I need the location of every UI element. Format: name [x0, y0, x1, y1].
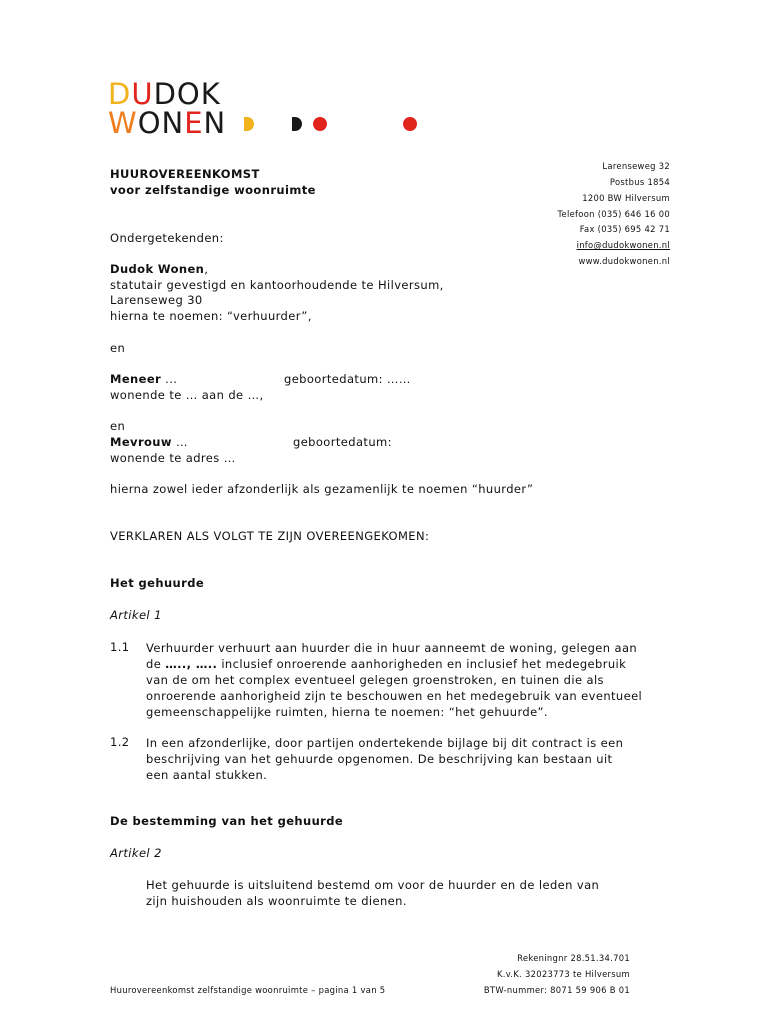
section-heading: Het gehuurde	[110, 576, 205, 590]
tenant2-title-line	[110, 435, 188, 449]
landlord-line: hierna te noemen: “verhuurder”,	[110, 309, 312, 323]
tenant2-birthdate: geboortedatum:	[293, 435, 392, 449]
logo-letter: O	[176, 77, 201, 111]
landlord-name: Dudok Wonen	[110, 262, 205, 276]
footer-bank: Rekeningnr 28.51.34.701	[517, 953, 630, 963]
address-fax: Fax (035) 695 42 71	[579, 224, 670, 234]
tenant1-title-line	[110, 372, 177, 386]
clause-text	[146, 640, 646, 720]
logo-line-wonen	[108, 106, 227, 140]
address-city: 1200 BW Hilversum	[582, 193, 670, 203]
tenant2-title: Mevrouw	[110, 435, 172, 449]
tenant2-address: wonende te adres …	[110, 451, 236, 465]
footer-page-info	[110, 985, 385, 995]
logo-letter: U	[131, 77, 154, 111]
conjunction-text: en	[110, 419, 126, 433]
declaration-text: VERKLAREN ALS VOLGT TE ZIJN OVEREENGEKOMEN:	[110, 529, 430, 543]
conjunction-text: en	[110, 341, 126, 355]
document-subtitle: voor zelfstandige woonruimte	[110, 183, 316, 197]
article-label: Artikel 2	[110, 846, 162, 860]
clause-rest: inclusief onroerende aanhorigheden en inclusief het medegebruik van de om het complex eventueel gelegen groenstroken, en tuinen die als onroerende aanhorigheid zijn te beschouwen en het medegebruik van eventueel gemeenschappelijke ruimten, hierna te noemen: “het gehuurde”.	[146, 657, 643, 719]
landlord-line: statutair gevestigd en kantoorhoudende te Hilversum,	[110, 278, 444, 292]
intro-text: Ondergetekenden:	[110, 231, 224, 245]
footer-kvk: K.v.K. 32023773 te Hilversum	[496, 969, 630, 979]
article-label: Artikel 1	[110, 608, 162, 622]
article-text: Het gehuurde is uitsluitend bestemd om voor de huurder en de leden van zijn huishouden als woonruimte te dienen.	[146, 878, 600, 908]
logo-letter: D	[108, 77, 132, 111]
logo-letter: W	[108, 106, 138, 140]
landlord-line: Larenseweg 30	[110, 293, 203, 307]
document-title: HUUROVEREENKOMST	[110, 167, 260, 181]
clause-number: 1.2	[110, 735, 130, 749]
logo-letter: E	[184, 106, 204, 140]
footer-btw: BTW-nummer: 8071 59 906 B 01	[483, 985, 630, 995]
section-heading: De bestemming van het gehuurde	[110, 814, 344, 828]
footer-page-number: 1	[351, 985, 358, 995]
tenant1-title-suffix: ...	[161, 372, 178, 386]
clause-lead: Verhuurder verhuurt aan huurder die in huur aanneemt de woning, gelegen aan de	[146, 641, 638, 671]
landlord-name-suffix: ,	[204, 262, 209, 276]
tenants-naming: hierna zowel ieder afzonderlijk als gezamenlijk te noemen “huurder”	[110, 482, 534, 496]
address-phone: Telefoon (035) 646 16 00	[557, 209, 670, 219]
address-email-link[interactable]: info@dudokwonen.nl	[576, 240, 670, 250]
logo-dot-red-icon	[403, 117, 417, 131]
tenant1-title: Meneer	[110, 372, 162, 386]
logo-letter: N	[161, 106, 185, 140]
tenant2-title-suffix: …	[171, 435, 188, 449]
footer-page-label: Huurovereenkomst zelfstandige woonruimte – pagina	[110, 985, 349, 995]
clause-placeholder: ….., …..	[165, 657, 218, 671]
logo-dot-red-icon	[313, 117, 327, 131]
logo-half-circle-black-icon	[292, 117, 302, 131]
logo-line-dudok	[108, 77, 221, 111]
tenant1-birthdate: geboortedatum: ……	[284, 372, 411, 386]
footer-page-total: van 5	[360, 985, 386, 995]
clause-number: 1.1	[110, 640, 130, 654]
address-street: Larenseweg 32	[602, 161, 670, 171]
logo-letter: O	[137, 106, 162, 140]
landlord-name-line	[110, 262, 208, 276]
logo-letter: D	[153, 77, 177, 111]
address-website: www.dudokwonen.nl	[578, 256, 670, 266]
clause-text: In een afzonderlijke, door partijen ondertekende bijlage bij dit contract is een beschrijving van het gehuurde opgenomen. De beschrijving kan bestaan uit een aantal stukken.	[146, 736, 624, 782]
logo-letter: K	[200, 77, 221, 111]
address-postbus: Postbus 1854	[609, 177, 670, 187]
logo-letter: N	[203, 106, 227, 140]
tenant1-address: wonende te … aan de …,	[110, 388, 264, 402]
logo-half-circle-yellow-icon	[244, 117, 254, 131]
